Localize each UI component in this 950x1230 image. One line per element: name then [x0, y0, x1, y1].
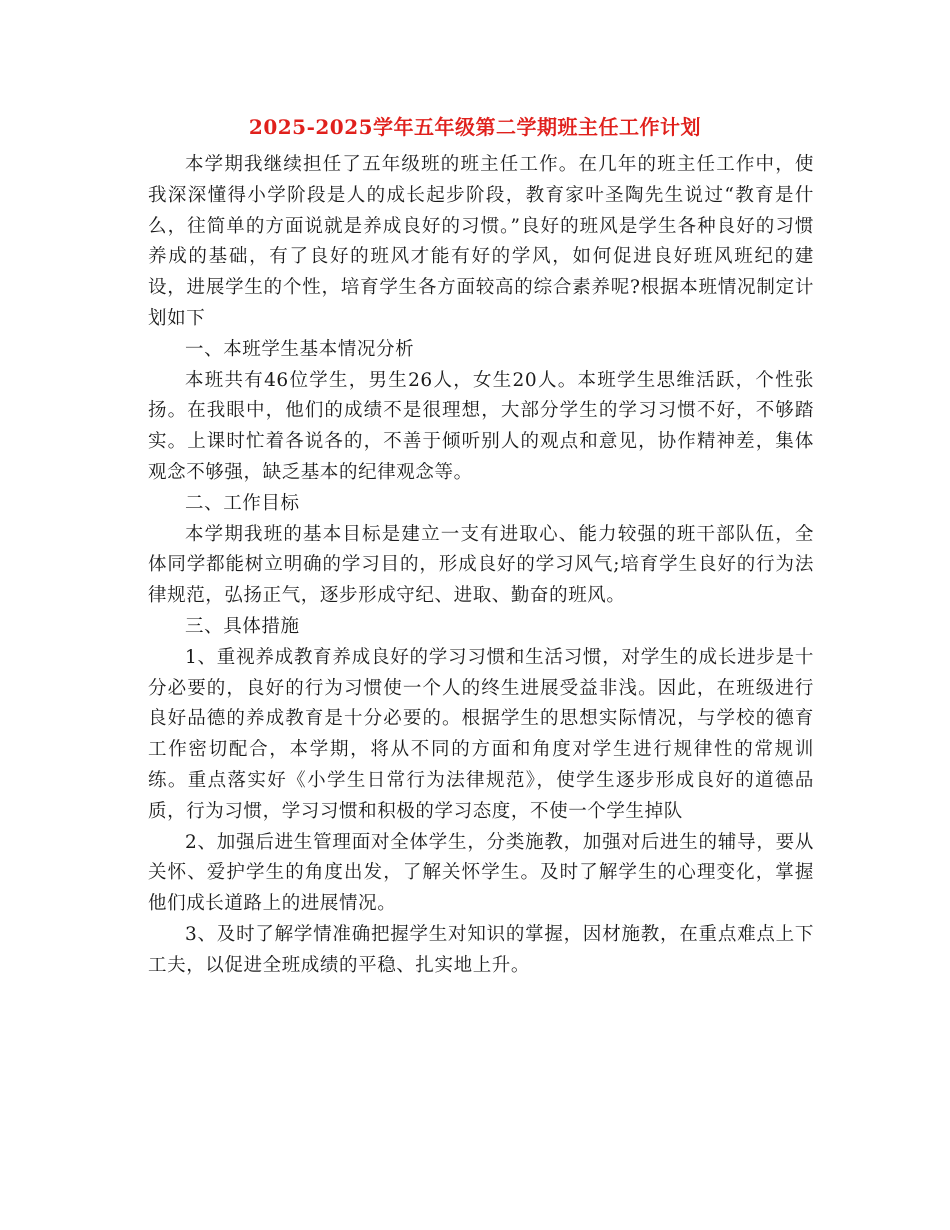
section-heading-class-analysis: 一、本班学生基本情况分析: [185, 338, 415, 360]
measure-2-paragraph: 2、加强后进生管理面对全体学生，分类施教，加强对后进生的辅导，要从关怀、爱护学生的角度出发，了解关怀学生。及时了解学生的心理变化，掌握他们成长道路上的进展情况。: [148, 831, 814, 915]
document-title: 2025-2025学年五年级第二学期班主任工作计划: [248, 115, 702, 139]
document-body: [148, 150, 814, 982]
measure-1-paragraph: 1、重视养成教育养成良好的学习习惯和生活习惯，对学生的成长进步是十分必要的，良好的行为习惯使一个人的终生进展受益非浅。因此，在班级进行良好品德的养成教育是十分必要的。根据学生的思想实际情况，与学校的德育工作密切配合，本学期，将从不同的方面和角度对学生进行规律性的常规训练。重点落实好《小学生日常行为法律规范》，使学生逐步形成良好的道德品质，行为习惯，学习习惯和积极的学习态度，不使一个学生掉队: [148, 646, 814, 822]
work-goals-paragraph: 本学期我班的基本目标是建立一支有进取心、能力较强的班干部队伍，全体同学都能树立明确的学习目的，形成良好的学习风气;培育学生良好的行为法律规范，弘扬正气，逐步形成守纪、进取、勤奋的班风。: [148, 523, 814, 607]
intro-paragraph: 本学期我继续担任了五年级班的班主任工作。在几年的班主任工作中，使我深深懂得小学阶段是人的成长起步阶段，教育家叶圣陶先生说过“教育是什么，往简单的方面说就是养成良好的习惯。”良好的班风是学生各种良好的习惯养成的基础，有了良好的班风才能有好的学风，如何促进良好班风班纪的建设，进展学生的个性，培育学生各方面较高的综合素养呢?根据本班情况制定计划如下: [148, 154, 814, 329]
section-heading-measures: 三、具体措施: [185, 615, 300, 637]
class-analysis-paragraph: 本班共有46位学生，男生26人，女生20人。本班学生思维活跃，个性张扬。在我眼中，他们的成绩不是很理想，大部分学生的学习习惯不好，不够踏实。上课时忙着各说各的，不善于倾听别人的观点和意见，协作精神差，集体观念不够强，缺乏基本的纪律观念等。: [148, 369, 814, 483]
section-heading-work-goals: 二、工作目标: [185, 492, 300, 514]
measure-3-paragraph: 3、及时了解学情准确把握学生对知识的掌握，因材施教，在重点难点上下工夫，以促进全班成绩的平稳、扎实地上升。: [148, 923, 814, 976]
